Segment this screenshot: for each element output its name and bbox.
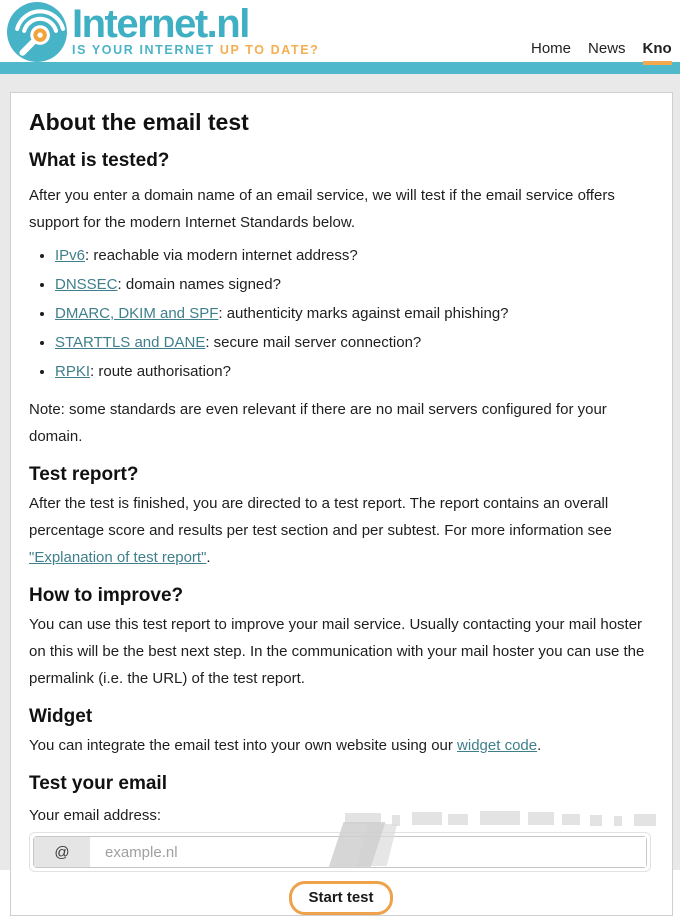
watermark-fragment xyxy=(634,814,656,826)
magnifier-wifi-icon xyxy=(6,1,68,63)
watermark-fragment xyxy=(448,814,468,825)
watermark-fragment xyxy=(412,812,442,825)
watermark-fragment xyxy=(614,816,622,826)
link-starttls-dane[interactable]: STARTTLS and DANE xyxy=(55,334,206,351)
tagline-orange: UP TO DATE? xyxy=(219,43,320,57)
at-sign-prefix: @ xyxy=(34,837,90,867)
list-item xyxy=(55,362,653,382)
note-paragraph: Note: some standards are even relevant if there are no mail servers configured for your domain. xyxy=(29,401,607,445)
list-item-text: : domain names signed? xyxy=(117,276,281,293)
nav-item-news[interactable]: News xyxy=(588,40,626,57)
watermark-fragment xyxy=(590,815,602,826)
list-item xyxy=(55,333,653,353)
submit-row xyxy=(29,881,653,915)
logo-text xyxy=(72,1,319,57)
heading-how-to-improve: How to improve? xyxy=(29,585,184,606)
widget-text-2: . xyxy=(537,737,542,754)
link-dnssec[interactable]: DNSSEC xyxy=(55,276,118,293)
widget-paragraph xyxy=(29,732,653,759)
list-item-text: : authenticity marks against email phishing? xyxy=(218,305,509,322)
tagline-teal: IS YOUR INTERNET xyxy=(72,43,215,57)
heading-widget: Widget xyxy=(29,706,93,727)
nav-item-knowledge[interactable]: Kno xyxy=(643,40,672,65)
link-dmarc-dkim-spf[interactable]: DMARC, DKIM and SPF xyxy=(55,305,219,322)
heading-what-is-tested: What is tested? xyxy=(29,150,170,171)
site-logo[interactable] xyxy=(6,1,319,63)
link-rpki[interactable]: RPKI xyxy=(55,363,91,380)
watermark-fragment xyxy=(528,812,554,825)
watermark-fragment xyxy=(480,811,520,825)
page-title: About the email test xyxy=(29,109,249,135)
report-text-2: . xyxy=(206,549,211,566)
list-item xyxy=(55,275,653,295)
widget-text-1: You can integrate the email test into your own website using our xyxy=(29,737,458,754)
list-item-text: : reachable via modern internet address? xyxy=(85,247,358,264)
start-test-button[interactable]: Start test xyxy=(289,881,392,915)
improve-paragraph: You can use this test report to improve your mail service. Usually contacting your mail hoster on this will be the best next step. In the communication with your mail hoster you can use the permalink (i.e. the URL) of the test report. xyxy=(29,616,645,687)
email-field-label: Your email address: xyxy=(29,807,162,824)
list-item-text: : route authorisation? xyxy=(90,363,231,380)
link-explanation-of-test-report[interactable]: "Explanation of test report" xyxy=(29,549,207,566)
heading-test-your-email: Test your email xyxy=(29,773,167,794)
nav-item-home[interactable]: Home xyxy=(531,40,572,57)
standards-list xyxy=(37,246,653,382)
report-paragraph xyxy=(29,490,653,571)
watermark-fragment xyxy=(562,814,580,825)
logo-tagline xyxy=(72,43,319,57)
content-area xyxy=(0,74,680,906)
list-item-text: : secure mail server connection? xyxy=(205,334,422,351)
link-ipv6[interactable]: IPv6 xyxy=(55,247,86,264)
intro-paragraph: After you enter a domain name of an email service, we will test if the email service offers support for the modern Internet Standards below. xyxy=(29,187,615,231)
list-item xyxy=(55,304,653,324)
list-item xyxy=(55,246,653,266)
main-card xyxy=(10,92,673,916)
report-text-1: After the test is finished, you are directed to a test report. The report contains an overall percentage score and results per test section and per subtest. For more information see xyxy=(29,495,612,539)
page-header xyxy=(0,0,680,62)
logo-name: Internet.nl xyxy=(72,2,249,46)
main-nav xyxy=(531,40,672,65)
link-widget-code[interactable]: widget code xyxy=(457,737,538,754)
heading-test-report: Test report? xyxy=(29,464,139,485)
